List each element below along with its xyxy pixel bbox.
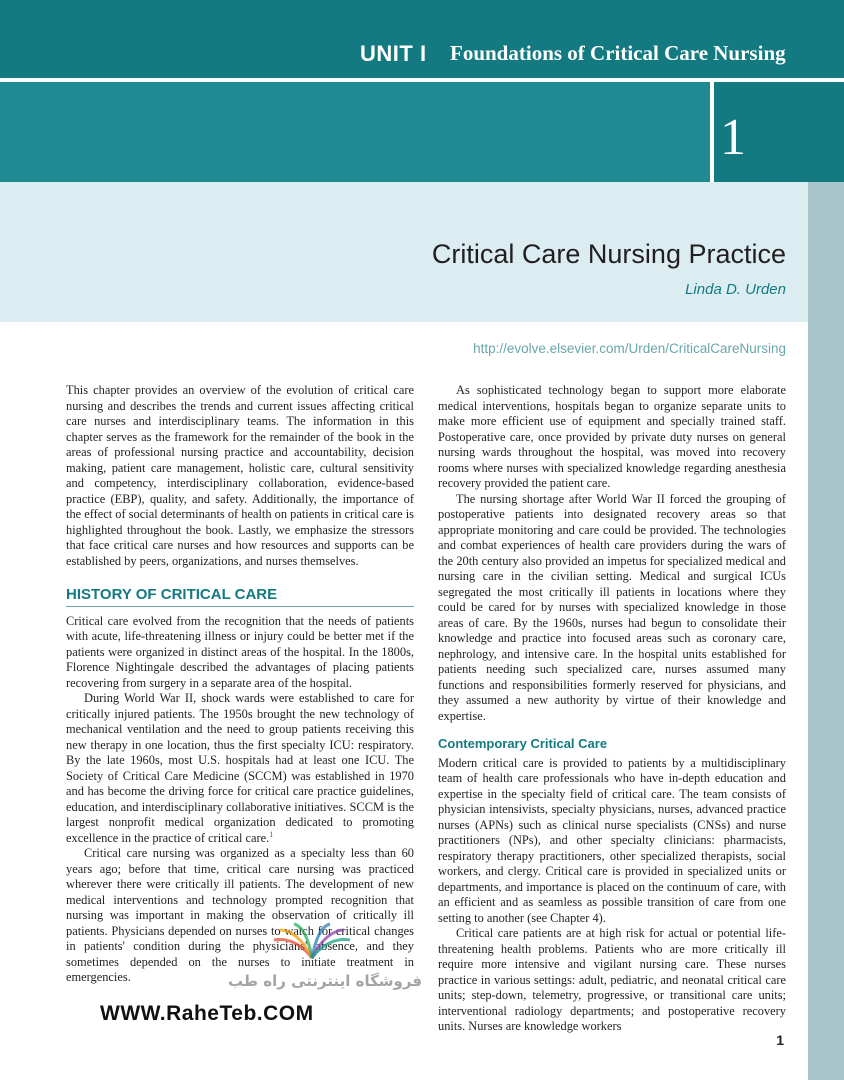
- chapter-title: Critical Care Nursing Practice: [431, 239, 786, 269]
- watermark-text: فروشگاه اینترنتی راه طب: [228, 972, 423, 990]
- chapter-number: 1: [720, 109, 746, 166]
- evolve-link[interactable]: http://evolve.elsevier.com/Urden/CriticalCareNursing: [473, 341, 786, 356]
- contemporary-paragraph-2: Critical care patients are at high risk for actual or potential life-threatening health problems. Patients who are more critically ill require more intensive and vigilant nursing care. These nurses practice in various settings: adult, pediatric, and neonatal critical care units; step-down, telemetry, progressive, or transitional care units; interventional radiology departments; and postoperative recovery units. Nurses are knowledge workers: [438, 926, 786, 1033]
- history-paragraph-4: As sophisticated technology began to support more elaborate medical interventions, hospitals began to organize separate units to make more efficient use of equipment and specially trained staff. Postoperative care, once provided by private duty nurses on general nursing wards throughout the hospital, was moved into recovery rooms where nurses with specialized knowledge regarding anesthesia recovery provided the patient care.: [438, 383, 786, 490]
- history-paragraph-2: [66, 691, 414, 846]
- history-paragraph-3: Critical care nursing was organized as a specialty less than 60 years ago; before that time, critical care nursing was practiced wherever there were critically ill patients. The development of new medical interventions and technology prompted recognition that nursing was important in making the observation of critically ill patients. Physicians depended on nurses to watch for critical changes in patients' condition during the physicians' absence, and they sometimes depended on the nurses to initiate treatment in emergencies.: [66, 846, 414, 984]
- section-heading-contemporary: Contemporary Critical Care: [438, 736, 608, 751]
- watermark-url: WWW.RaheTeb.COM: [100, 1002, 314, 1025]
- page-edge-strip: [808, 182, 844, 1080]
- history-paragraph-5: The nursing shortage after World War II forced the grouping of postoperative patients into designated recovery areas so that appropriate monitoring and care could be provided. The technologies and combat experiences of health care providers during the wars of the 20th century also provided an impetus for specialized medical and nursing care in the civilian setting. Medical and surgical ICUs segregated the most critically ill patients in locations where they could be cared for by nurses with specialized knowledge in those areas of care. By the 1960s, nurses had begun to consolidate their knowledge and practice into focused areas such as coronary care, nephrology, and intensive care. In the hospital units established for patients needing such specialized care, nurses assumed many functions and responsibilities formerly reserved for physicians, and they assumed a new authority by virtue of their knowledge and expertise.: [438, 491, 786, 723]
- unit-title: Foundations of Critical Care Nursing: [450, 41, 786, 65]
- chapter-band: [0, 82, 710, 182]
- watermark-book-logo-icon: [270, 922, 354, 962]
- section-heading-history: HISTORY OF CRITICAL CARE: [66, 587, 414, 607]
- right-column: [438, 383, 786, 1035]
- history-paragraph-2-text: During World War II, shock wards were established to care for critically injured patients. The 1950s brought the new technology of mechanical ventilation and the need to group patients receiving this new therapy in one location, thus the first specialty ICU: respiratory. By the late 1960s, most U.S. hospitals had at least one ICU. The Society of Critical Care Medicine (SCCM) was established in 1970 and has become the driving force for critical care practice guidelines, education, and interdisciplinary collaborative initiatives. SCCM is the largest nonprofit medical organization dedicated to promoting excellence in the practice of critical care.: [66, 691, 414, 845]
- chapter-author: Linda D. Urden: [685, 281, 786, 298]
- page-number: 1: [776, 1032, 784, 1048]
- left-column: [66, 383, 414, 986]
- reference-superscript[interactable]: 1: [269, 829, 274, 839]
- history-paragraph-1: Critical care evolved from the recognition that the needs of patients with acute, life-threatening illness or injury could be better met if the patients were organized in distinct areas of the hospital. In the 1800s, Florence Nightingale described the advantages of placing patients recovering from surgery in a separate area of the hospital.: [66, 613, 414, 690]
- unit-label: UNIT I: [360, 41, 427, 66]
- intro-paragraph: This chapter provides an overview of the evolution of critical care nursing and describes the trends and current issues affecting critical care nurses and interdisciplinary teams. The information in this chapter serves as the framework for the remainder of the book in the areas of professional nursing practice and accountability, decision making, patient care management, holistic care, cultural sensitivity and competency, interdisciplinary collaboration, evidence-based practice (EBP), quality, and safety. Additionally, the importance of the effect of social determinants of health on patients in critical care is highlighted throughout the book. Lastly, we emphasize the stressors that face critical care nurses and how resources and supports can be established by peers, organizations, and nurses themselves.: [66, 383, 414, 568]
- contemporary-paragraph-1: Modern critical care is provided to patients by a multidisciplinary team of health care professionals who have in-depth education and expertise in the specialty field of critical care. The team consists of physician intensivists, specialty physicians, nurses, advanced practice nurses (APNs) such as clinical nurse specialists (CNSs) and nurse practitioners (NPs), and other specialty clinicians: pharmacists, respiratory therapy practitioners, other specialized therapists, social workers, and clergy. Critical care is provided in specialized units or departments, and importance is placed on the continuum of care, with an efficient and as seamless as possible transition of care from one setting to another (see Chapter 4).: [438, 755, 786, 925]
